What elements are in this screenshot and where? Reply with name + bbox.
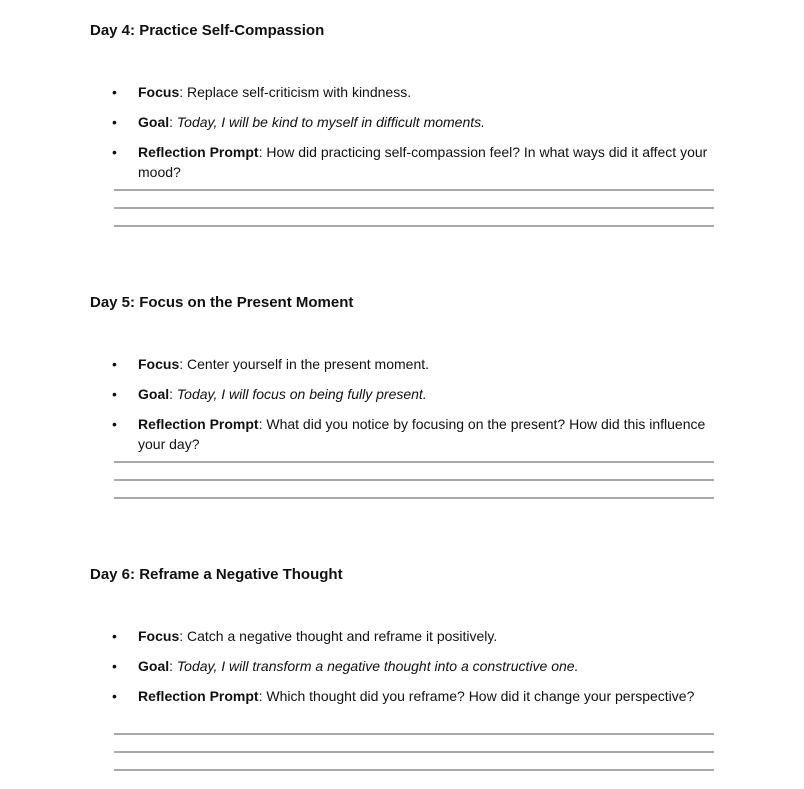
day-heading: Day 6: Reframe a Negative Thought [90, 566, 343, 583]
goal-label: Goal [138, 114, 170, 130]
bullet-icon: • [112, 688, 117, 704]
goal-item [90, 656, 710, 676]
reflection-prompt-item [90, 686, 710, 706]
focus-text: : Replace self-criticism with kindness. [179, 84, 412, 100]
reflection-prompt-label: Reflection Prompt [138, 144, 259, 160]
focus-item [90, 82, 710, 102]
bullet-icon: • [112, 144, 117, 160]
goal-text: Today, I will transform a negative thought into a constructive one. [176, 658, 579, 674]
writing-line [114, 479, 714, 481]
focus-item [90, 354, 710, 374]
focus-label: Focus [138, 356, 180, 372]
day-section [90, 20, 730, 180]
reflection-prompt-text: : Which thought did you reframe? How did it change your perspective? [258, 688, 695, 704]
writing-line [114, 497, 714, 499]
reflection-prompt-label: Reflection Prompt [138, 416, 259, 432]
reflection-prompt-text: : What did you notice by focusing on the present? How did this influence your day? [138, 416, 706, 452]
reflection-prompt-item [90, 414, 710, 454]
focus-label: Focus [138, 84, 180, 100]
goal-text: Today, I will focus on being fully present. [176, 386, 427, 402]
bullet-icon: • [112, 356, 117, 372]
goal-text: Today, I will be kind to myself in difficult moments. [176, 114, 486, 130]
writing-line [114, 769, 714, 771]
focus-label: Focus [138, 628, 180, 644]
reflection-prompt-label: Reflection Prompt [138, 688, 259, 704]
day-heading: Day 5: Focus on the Present Moment [90, 294, 354, 311]
writing-line [114, 225, 714, 227]
reflection-prompt-item [90, 142, 710, 182]
bullet-icon: • [112, 416, 117, 432]
focus-item [90, 626, 710, 646]
bullet-icon: • [112, 658, 117, 674]
day-section [90, 292, 730, 452]
bullet-icon: • [112, 114, 117, 130]
day-heading: Day 4: Practice Self-Compassion [90, 22, 325, 39]
writing-line [114, 461, 714, 463]
reflection-prompt-text: : How did practicing self-compassion feel? In what ways did it affect your mood? [138, 144, 708, 180]
focus-text: : Catch a negative thought and reframe it positively. [179, 628, 498, 644]
goal-separator: : [169, 658, 177, 674]
goal-label: Goal [138, 386, 170, 402]
goal-label: Goal [138, 658, 170, 674]
writing-line [114, 189, 714, 191]
goal-separator: : [169, 386, 177, 402]
writing-line [114, 733, 714, 735]
focus-text: : Center yourself in the present moment. [179, 356, 430, 372]
bullet-icon: • [112, 628, 117, 644]
bullet-icon: • [112, 84, 117, 100]
goal-item [90, 384, 710, 404]
bullet-icon: • [112, 386, 117, 402]
day-section [90, 564, 730, 704]
writing-line [114, 207, 714, 209]
goal-separator: : [169, 114, 177, 130]
goal-item [90, 112, 710, 132]
writing-line [114, 751, 714, 753]
